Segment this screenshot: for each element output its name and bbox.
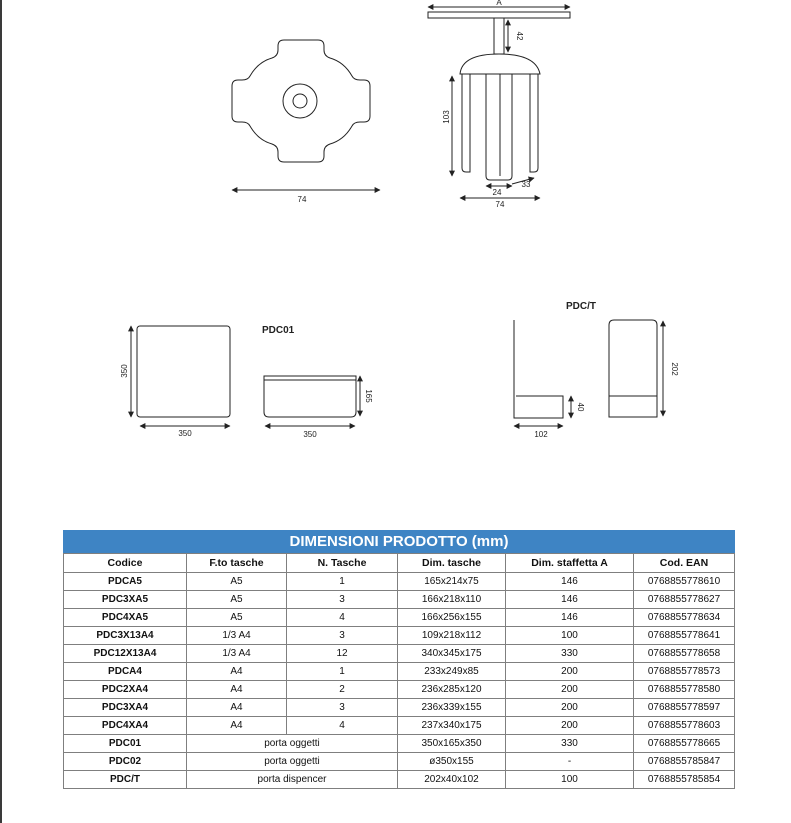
cell-format: A5 — [187, 591, 287, 609]
table-row — [64, 609, 735, 627]
cell-code: PDC02 — [64, 753, 187, 771]
cell-count: 12 — [287, 645, 398, 663]
pdct-drawing — [514, 301, 679, 439]
cell-bracket: 200 — [506, 663, 634, 681]
dimensions-table — [63, 530, 735, 789]
cell-ean: 0768855785847 — [634, 753, 735, 771]
cell-code: PDCA4 — [64, 663, 187, 681]
holder-fin-center — [486, 74, 512, 180]
cell-ean: 0768855785854 — [634, 771, 735, 789]
cell-ean: 0768855778634 — [634, 609, 735, 627]
table-row — [64, 573, 735, 591]
cell-dims: 236x285x120 — [398, 681, 506, 699]
width-label: 74 — [495, 200, 505, 209]
cell-code: PDC3X13A4 — [64, 627, 187, 645]
column-header: Dim. tasche — [398, 554, 506, 573]
cell-bracket: 200 — [506, 699, 634, 717]
table-row — [64, 771, 735, 789]
table-header-row — [64, 554, 735, 573]
table-row — [64, 735, 735, 753]
cell-count: 1 — [287, 663, 398, 681]
side-view-drawing — [428, 0, 570, 209]
column-header: Dim. staffetta A — [506, 554, 634, 573]
column-header: Codice — [64, 554, 187, 573]
pdct-side-profile — [514, 320, 563, 418]
column-header: F.to tasche — [187, 554, 287, 573]
cell-format: A5 — [187, 609, 287, 627]
cell-code: PDC4XA4 — [64, 717, 187, 735]
cell-bracket: 146 — [506, 609, 634, 627]
cell-format: A4 — [187, 663, 287, 681]
bracket-stem — [494, 18, 504, 54]
pdc01-square — [137, 326, 230, 417]
cell-dims: 233x249x85 — [398, 663, 506, 681]
table-row — [64, 699, 735, 717]
pdc01-square-width-label: 350 — [178, 429, 192, 438]
pdct-title: PDC/T — [566, 301, 596, 312]
cell-code: PDCA5 — [64, 573, 187, 591]
cell-dims: 202x40x102 — [398, 771, 506, 789]
cell-dims: 166x256x155 — [398, 609, 506, 627]
column-header: N. Tasche — [287, 554, 398, 573]
top-view-outline — [232, 40, 370, 162]
cell-bracket: 100 — [506, 771, 634, 789]
table-row — [64, 663, 735, 681]
cell-bracket: 200 — [506, 681, 634, 699]
cell-ean: 0768855778597 — [634, 699, 735, 717]
cell-format: A5 — [187, 573, 287, 591]
table-row — [64, 627, 735, 645]
cell-code: PDC01 — [64, 735, 187, 753]
cell-bracket: 330 — [506, 735, 634, 753]
cell-bracket: 330 — [506, 645, 634, 663]
table-row — [64, 645, 735, 663]
top-view-hole — [293, 94, 307, 108]
cell-code: PDC3XA5 — [64, 591, 187, 609]
bracket-plate — [428, 12, 570, 18]
cell-count: 1 — [287, 573, 398, 591]
pdc01-drawing — [120, 325, 373, 439]
cell-format: A4 — [187, 717, 287, 735]
cell-ean: 0768855778573 — [634, 663, 735, 681]
pdct-front — [609, 320, 657, 417]
cell-count: 3 — [287, 627, 398, 645]
cell-description: porta oggetti — [187, 753, 398, 771]
pdct-40-label: 40 — [576, 402, 585, 412]
cell-dims: 166x218x110 — [398, 591, 506, 609]
cell-format: A4 — [187, 681, 287, 699]
cell-dims: 237x340x175 — [398, 717, 506, 735]
cell-bracket: 146 — [506, 591, 634, 609]
cell-ean: 0768855778658 — [634, 645, 735, 663]
cell-ean: 0768855778665 — [634, 735, 735, 753]
stem-label: 42 — [515, 31, 524, 41]
cell-code: PDC3XA4 — [64, 699, 187, 717]
column-header: Cod. EAN — [634, 554, 735, 573]
cell-dims: 165x214x75 — [398, 573, 506, 591]
cell-dims: ø350x155 — [398, 753, 506, 771]
cell-bracket: - — [506, 753, 634, 771]
pdct-202-label: 202 — [670, 362, 679, 376]
pdc01-box-width-label: 350 — [303, 430, 317, 439]
pdc01-box-height-label: 165 — [364, 389, 373, 403]
cell-ean: 0768855778580 — [634, 681, 735, 699]
cell-code: PDC2XA4 — [64, 681, 187, 699]
cell-ean: 0768855778627 — [634, 591, 735, 609]
pdc01-box — [264, 376, 356, 417]
cell-dims: 340x345x175 — [398, 645, 506, 663]
table-row — [64, 717, 735, 735]
table-row — [64, 681, 735, 699]
cell-bracket: 200 — [506, 717, 634, 735]
cell-format: 1/3 A4 — [187, 645, 287, 663]
cell-count: 2 — [287, 681, 398, 699]
top-view-width-label: 74 — [297, 195, 307, 204]
holder-dome — [460, 54, 540, 74]
cell-format: A4 — [187, 699, 287, 717]
holder-fin-left — [462, 74, 470, 172]
top-view-ring — [283, 84, 317, 118]
cell-format: 1/3 A4 — [187, 627, 287, 645]
cell-ean: 0768855778641 — [634, 627, 735, 645]
cell-ean: 0768855778603 — [634, 717, 735, 735]
table-row — [64, 753, 735, 771]
cell-bracket: 146 — [506, 573, 634, 591]
table-row — [64, 591, 735, 609]
cell-code: PDC/T — [64, 771, 187, 789]
cell-count: 4 — [287, 609, 398, 627]
pdc01-title: PDC01 — [262, 325, 295, 336]
cell-count: 3 — [287, 699, 398, 717]
height-label: 103 — [442, 110, 451, 124]
holder-fin-right — [530, 74, 538, 172]
cell-count: 3 — [287, 591, 398, 609]
cell-dims: 350x165x350 — [398, 735, 506, 753]
cell-code: PDC4XA5 — [64, 609, 187, 627]
pdc01-square-height-label: 350 — [120, 364, 129, 378]
cell-bracket: 100 — [506, 627, 634, 645]
base-label: 24 — [492, 188, 502, 197]
cell-description: porta oggetti — [187, 735, 398, 753]
pdct-102-label: 102 — [534, 430, 548, 439]
top-view-drawing — [232, 40, 380, 204]
cell-description: porta dispencer — [187, 771, 398, 789]
cell-dims: 236x339x155 — [398, 699, 506, 717]
cell-ean: 0768855778610 — [634, 573, 735, 591]
cell-count: 4 — [287, 717, 398, 735]
cell-code: PDC12X13A4 — [64, 645, 187, 663]
table-title: DIMENSIONI PRODOTTO (mm) — [63, 530, 735, 553]
offset-label: 33 — [521, 180, 531, 189]
bracket-a-label: A — [496, 0, 502, 7]
cell-dims: 109x218x112 — [398, 627, 506, 645]
